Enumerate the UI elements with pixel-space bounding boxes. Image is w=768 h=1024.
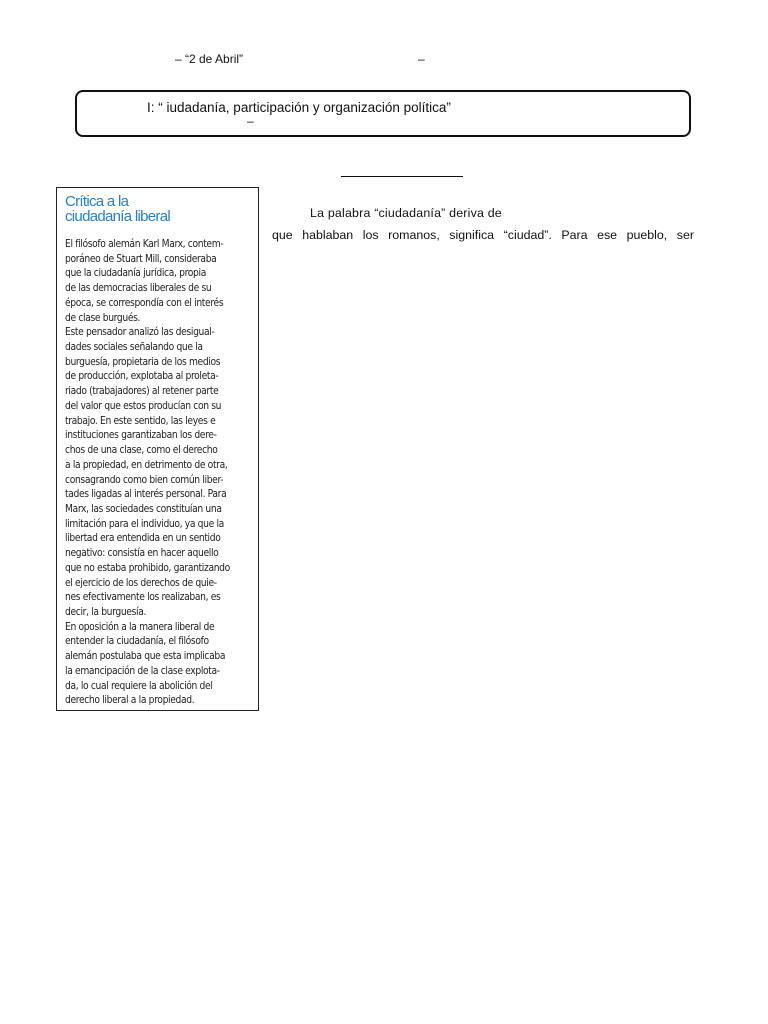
main-paragraph-line: que hablaban los romanos, significa “ciudad”. Para ese pueblo, ser (272, 228, 694, 242)
sidebar-body-line: chos de una clase, como el derecho (65, 445, 218, 457)
sidebar-body-line: que la ciudadanía jurídica, propia (65, 268, 206, 280)
unit-title-dash: – (247, 114, 254, 128)
sidebar-body-line: de clase burgués. (65, 312, 141, 324)
sidebar-body-line: Este pensador analizó las desigual- (65, 327, 215, 339)
sidebar-body-line: da, lo cual requiere la abolición del (65, 680, 213, 692)
sidebar-body-line: instituciones garantizaban los dere- (65, 430, 217, 442)
sidebar-body-line: burguesía, propietaria de los medios (65, 356, 221, 368)
sidebar-body-line: tades ligadas al interés personal. Para (65, 489, 227, 501)
sidebar-body-line: época, se correspondía con el interés (65, 297, 224, 309)
sidebar-body-line: decir, la burguesía. (65, 606, 147, 618)
sidebar-body-line: trabajo. En este sentido, las leyes e (65, 415, 216, 427)
header-dash: – (418, 52, 425, 66)
sidebar-body-line: alemán postulaba que esta implicaba (65, 651, 226, 663)
sidebar-body-line: En oposición a la manera liberal de (65, 621, 215, 633)
sidebar-body-line: del valor que estos producían con su (65, 400, 222, 412)
sidebar-title-line: ciudadanía liberal (65, 208, 170, 225)
sidebar-body-line: libertad era entendida en un sentido (65, 533, 221, 545)
sidebar-body-line: que no estaba prohibido, garantizando (65, 562, 230, 574)
unit-title: I: “ iudadanía, participación y organización política” (147, 100, 451, 115)
unit-title-box (75, 90, 691, 137)
horizontal-rule (341, 176, 463, 177)
sidebar-body-line: limitación para el individuo, ya que la (65, 518, 224, 530)
sidebar-body-line: el ejercicio de los derechos de quie- (65, 577, 217, 589)
sidebar-body-line: riado (trabajadores) al retener parte (65, 386, 219, 398)
sidebar-title-line: Crítica a la (65, 193, 129, 210)
sidebar-body-line: entender la ciudadanía, el filósofo (65, 636, 209, 648)
sidebar-title (65, 194, 258, 224)
sidebar-body-line: derecho liberal a la propiedad. (65, 695, 195, 707)
sidebar-body-line: de las democracias liberales de su (65, 283, 212, 295)
sidebar-body-line: Marx, las sociedades constituían una (65, 503, 222, 515)
sidebar-body-line: poráneo de Stuart Mill, consideraba (65, 253, 217, 265)
main-paragraph-line: La palabra “ciudadanía” deriva de (310, 206, 502, 220)
header-date: – “2 de Abril” (175, 52, 244, 66)
sidebar-body-line: negativo: consistía en hacer aquello (65, 548, 219, 560)
sidebar-body-line: dades sociales señalando que la (65, 342, 203, 354)
sidebar-body-line: consagrando como bien común liber- (65, 474, 224, 486)
sidebar-body (65, 238, 258, 709)
sidebar-body-line: nes efectivamente los realizaban, es (65, 592, 221, 604)
sidebar-body-line: la emancipación de la clase explota- (65, 665, 220, 677)
sidebar-box (56, 187, 259, 711)
sidebar-body-line: de producción, explotaba al proleta- (65, 371, 219, 383)
sidebar-body-line: El filósofo alemán Karl Marx, contem- (65, 239, 224, 250)
sidebar-body-line: a la propiedad, en detrimento de otra, (65, 459, 228, 471)
